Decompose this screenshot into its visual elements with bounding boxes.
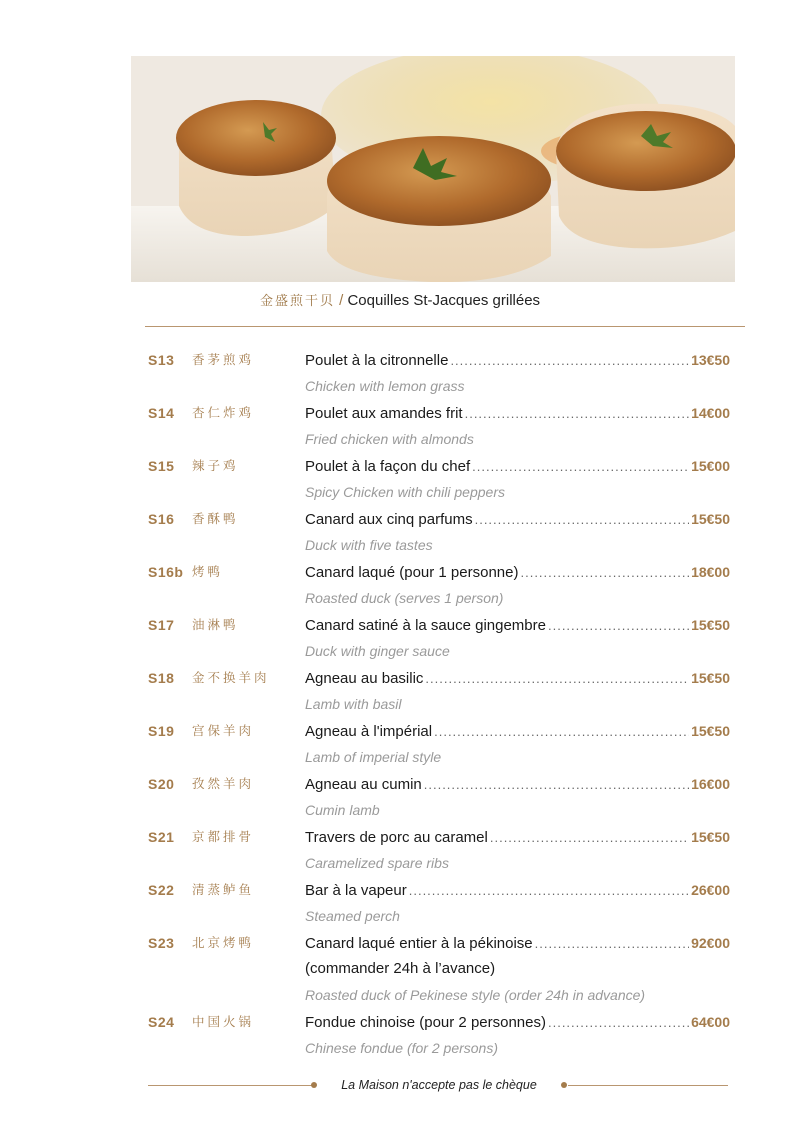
item-chinese-name: 清蒸鲈鱼 — [192, 882, 255, 897]
item-price: 92€00 — [691, 935, 730, 951]
item-price: 15€50 — [691, 829, 730, 845]
item-price: 15€50 — [691, 670, 730, 686]
item-french-name: Bar à la vapeur — [305, 882, 407, 899]
menu-item — [148, 453, 730, 506]
menu-item — [148, 771, 730, 824]
footer-note: La Maison n'accepte pas le chèque — [341, 1078, 537, 1092]
menu-item — [148, 718, 730, 771]
item-code: S22 — [148, 882, 175, 898]
item-chinese-name: 杏仁炸鸡 — [192, 405, 255, 420]
item-chinese-name: 金不换羊肉 — [192, 670, 270, 685]
item-french-name: Agneau au cumin — [305, 776, 422, 793]
scallop-right — [556, 104, 735, 249]
top-divider — [145, 326, 745, 327]
item-english-name: Caramelized spare ribs — [305, 855, 449, 871]
item-price: 15€50 — [691, 723, 730, 739]
item-chinese-name: 辣子鸡 — [192, 458, 239, 473]
item-english-name: Cumin lamb — [305, 802, 380, 818]
item-code: S15 — [148, 458, 175, 474]
footer — [148, 1076, 728, 1094]
scallop-center — [327, 136, 551, 282]
item-code: S18 — [148, 670, 175, 686]
menu-item — [148, 400, 730, 453]
menu-item — [148, 665, 730, 718]
dot-leader — [535, 931, 689, 957]
item-english-name: Steamed perch — [305, 908, 400, 924]
photo-caption — [0, 290, 800, 309]
dot-leader — [409, 878, 689, 904]
menu-item — [148, 1009, 730, 1062]
item-code: S16 — [148, 511, 175, 527]
item-english-name: Chinese fondue (for 2 persons) — [305, 1040, 498, 1056]
item-english-name: Roasted duck (serves 1 person) — [305, 590, 504, 606]
menu-item — [148, 877, 730, 930]
dot-leader — [424, 772, 689, 798]
item-price: 15€50 — [691, 511, 730, 527]
item-chinese-name: 孜然羊肉 — [192, 776, 255, 791]
dot-leader — [548, 613, 689, 639]
scallops-photo — [131, 56, 735, 282]
item-english-name: Roasted duck of Pekinese style (order 24h in advance) — [305, 987, 646, 1003]
dot-leader — [548, 1010, 689, 1036]
item-price: 64€00 — [691, 1014, 730, 1030]
menu-list — [148, 347, 730, 1062]
item-english-name: Duck with five tastes — [305, 537, 433, 553]
menu-item — [148, 347, 730, 400]
item-french-name: Agneau au basilic — [305, 670, 424, 687]
dot-leader — [425, 666, 689, 692]
menu-item — [148, 559, 730, 612]
item-chinese-name: 烤鸭 — [192, 564, 224, 579]
item-chinese-name: 北京烤鸭 — [192, 935, 255, 950]
item-french-name: Canard satiné à la sauce gingembre — [305, 617, 546, 634]
item-code: S14 — [148, 405, 175, 421]
footer-line-left — [148, 1085, 313, 1086]
item-price: 16€00 — [691, 776, 730, 792]
item-price: 15€50 — [691, 617, 730, 633]
item-price: 14€00 — [691, 405, 730, 421]
item-chinese-name: 香酥鸭 — [192, 511, 239, 526]
menu-item — [148, 612, 730, 665]
dot-leader — [475, 507, 689, 533]
item-price: 18€00 — [691, 564, 730, 580]
item-english-name: Chicken with lemon grass — [305, 378, 465, 394]
dot-leader — [520, 560, 689, 586]
item-english-name: Fried chicken with almonds — [305, 431, 474, 447]
item-code: S24 — [148, 1014, 175, 1030]
item-code: S20 — [148, 776, 175, 792]
item-code: S13 — [148, 352, 175, 368]
item-price: 13€50 — [691, 352, 730, 368]
item-french-note: (commander 24h à l’avance) — [305, 960, 496, 977]
footer-bullet-left — [311, 1082, 317, 1088]
item-french-name: Canard aux cinq parfums — [305, 511, 473, 528]
caption-chinese: 金盛煎干贝 — [259, 294, 335, 309]
dot-leader — [465, 401, 689, 427]
menu-item — [148, 930, 730, 1009]
dot-leader — [434, 719, 689, 745]
item-french-name: Poulet à la citronnelle — [305, 352, 449, 369]
item-english-name: Lamb with basil — [305, 696, 402, 712]
item-code: S23 — [148, 935, 175, 951]
item-french-name: Poulet aux amandes frit — [305, 405, 463, 422]
item-chinese-name: 中国火锅 — [192, 1014, 255, 1029]
dot-leader — [472, 454, 689, 480]
footer-bullet-right — [561, 1082, 567, 1088]
item-chinese-name: 油淋鸭 — [192, 617, 239, 632]
caption-separator: / — [334, 292, 348, 309]
item-chinese-name: 宫保羊肉 — [192, 723, 255, 738]
item-english-name: Duck with ginger sauce — [305, 643, 450, 659]
item-english-name: Lamb of imperial style — [305, 749, 442, 765]
dot-leader — [490, 825, 689, 851]
item-french-name: Canard laqué (pour 1 personne) — [305, 564, 519, 581]
item-chinese-name: 京都排骨 — [192, 829, 255, 844]
item-price: 26€00 — [691, 882, 730, 898]
item-code: S17 — [148, 617, 175, 633]
menu-item — [148, 506, 730, 559]
item-price: 15€00 — [691, 458, 730, 474]
item-code: S21 — [148, 829, 175, 845]
caption-french: Coquilles St-Jacques grillées — [347, 292, 541, 309]
item-french-name: Travers de porc au caramel — [305, 829, 488, 846]
dot-leader — [450, 348, 689, 374]
item-english-name: Spicy Chicken with chili peppers — [305, 484, 505, 500]
footer-line-right — [568, 1085, 728, 1086]
menu-item — [148, 824, 730, 877]
item-french-name: Poulet à la façon du chef — [305, 458, 471, 475]
item-chinese-name: 香茅煎鸡 — [192, 352, 255, 367]
item-code: S19 — [148, 723, 175, 739]
scallops-illustration — [131, 56, 735, 282]
item-french-name: Agneau à l'impérial — [305, 723, 433, 740]
item-french-name: Canard laqué entier à la pékinoise — [305, 935, 533, 952]
item-code: S16b — [148, 564, 184, 580]
item-french-name: Fondue chinoise (pour 2 personnes) — [305, 1014, 546, 1031]
scallop-left — [176, 100, 336, 236]
